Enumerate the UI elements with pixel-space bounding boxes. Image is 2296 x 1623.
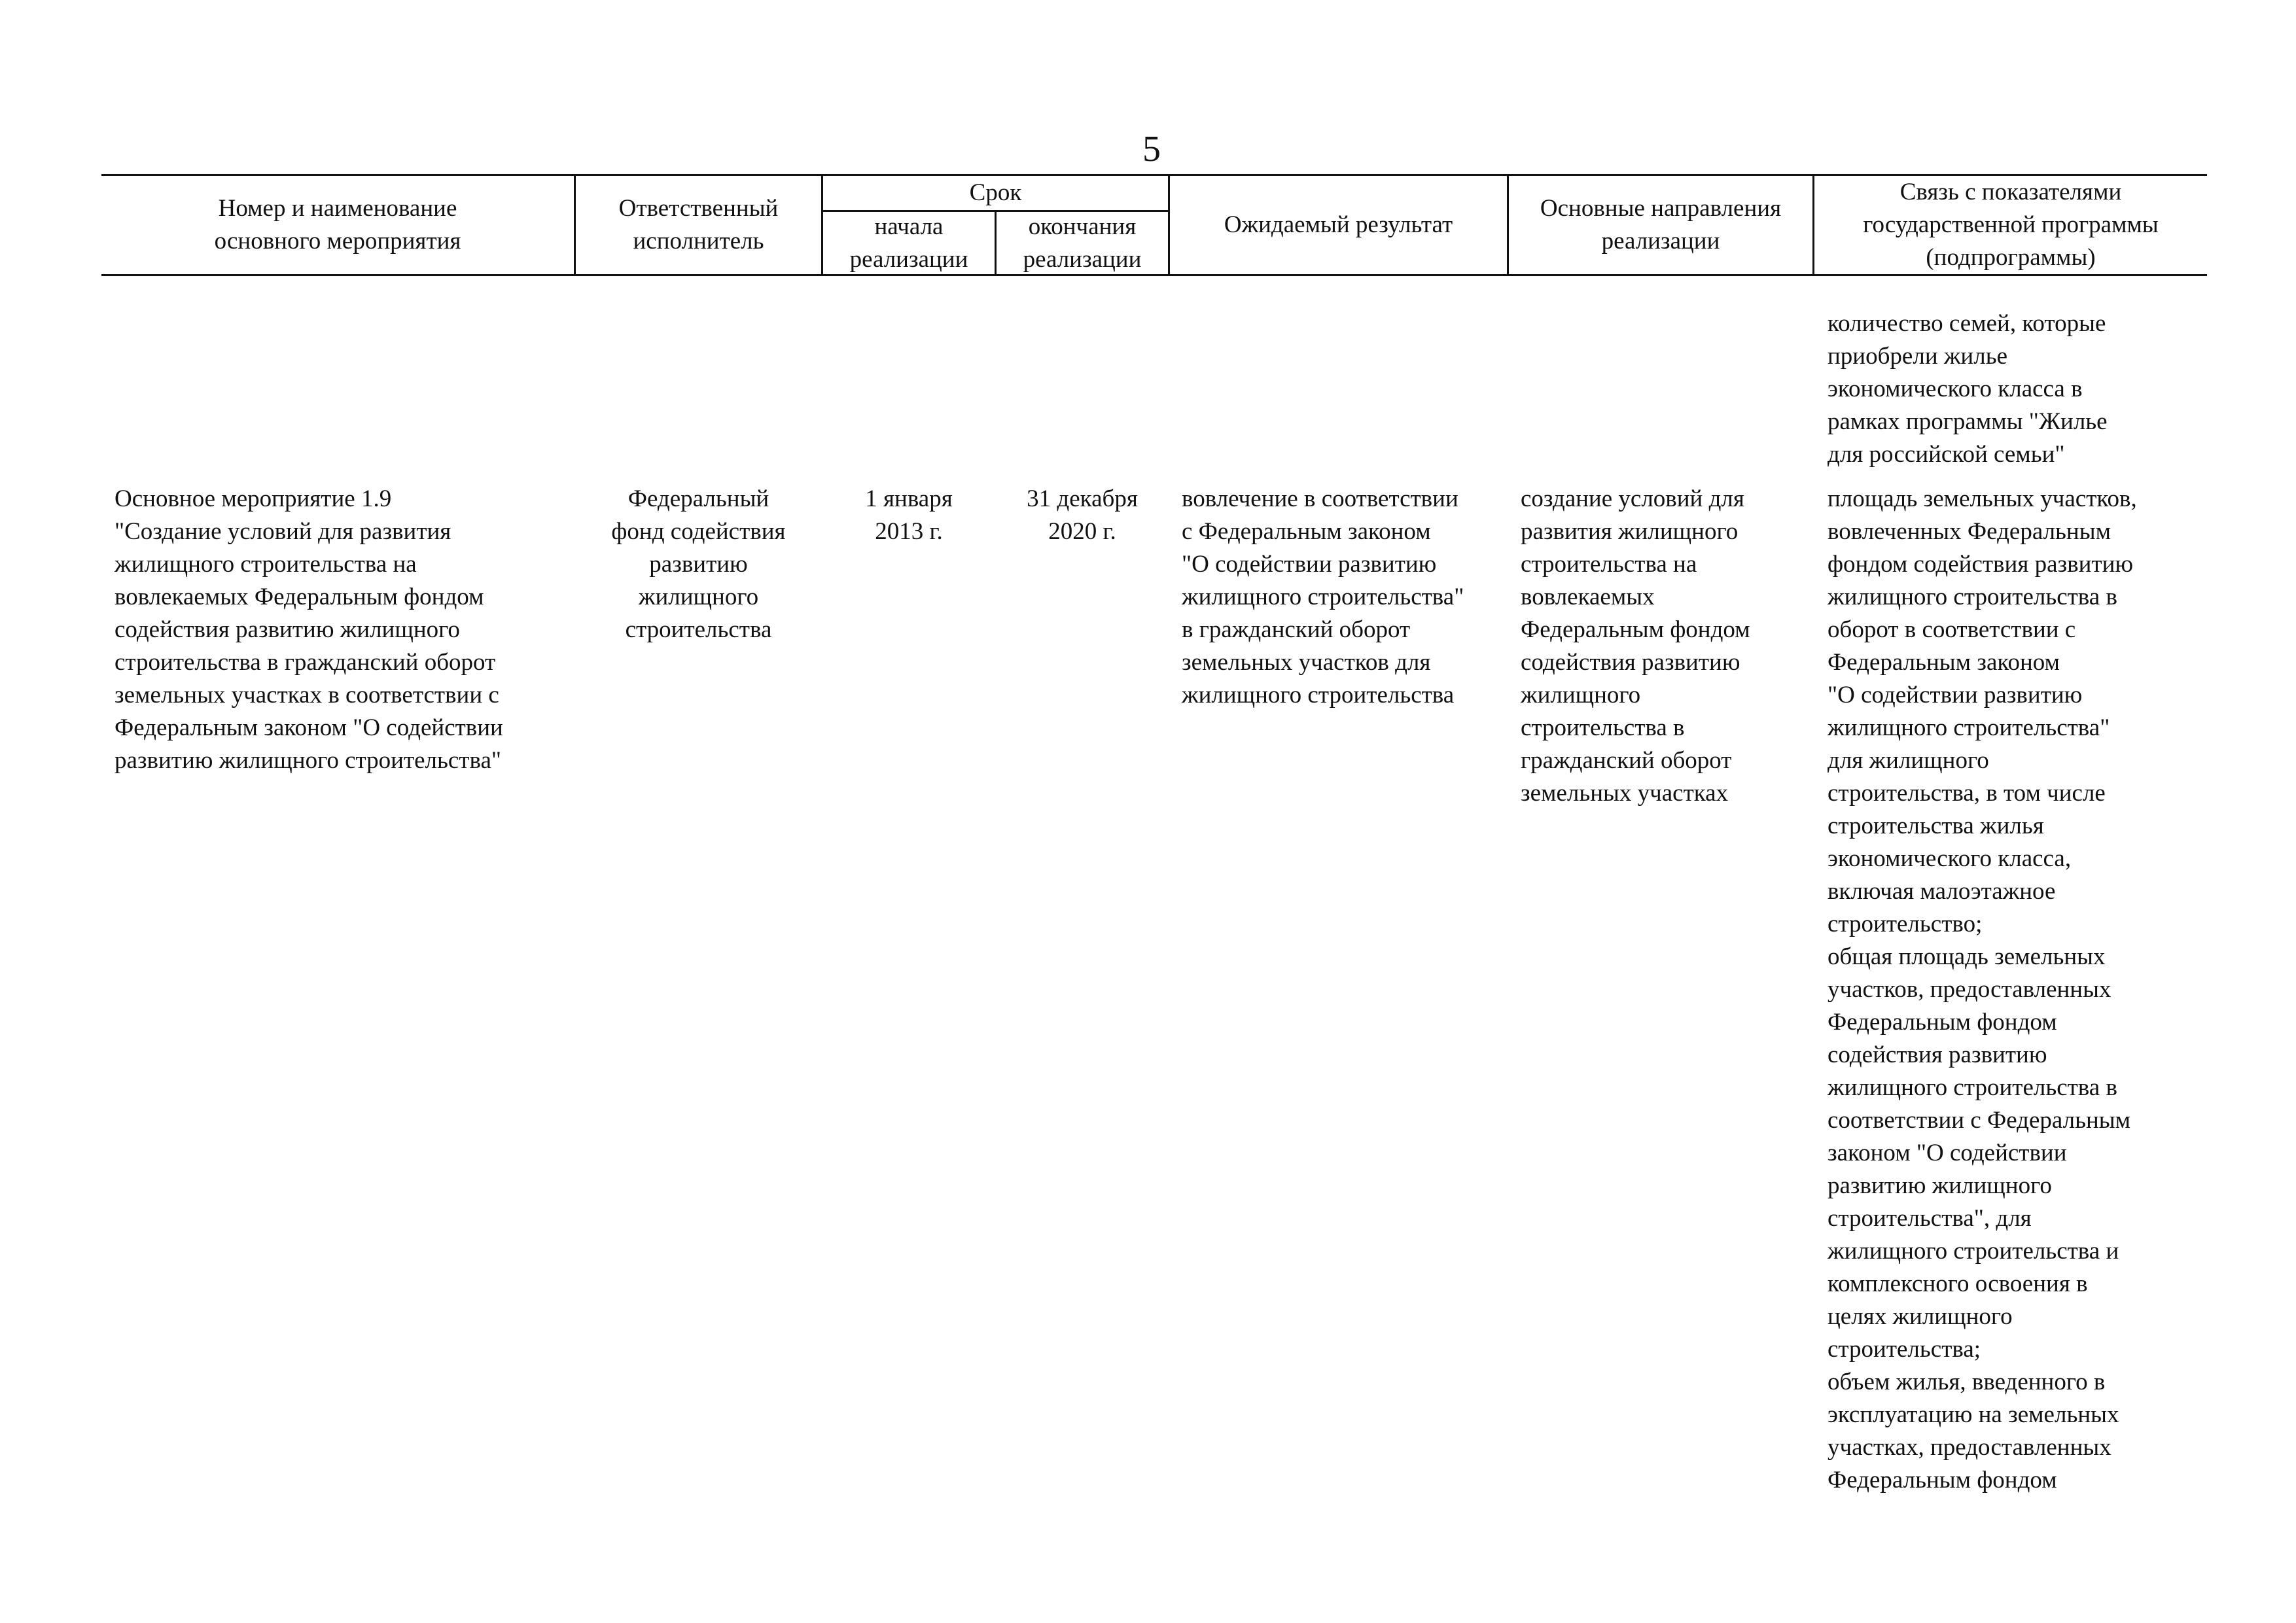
- header-term: Срок: [969, 179, 1022, 206]
- header-indicators: Связь с показателями государственной программы (подпрограммы): [1863, 179, 2159, 271]
- responsible-executor: Федеральный фонд содействия развитию жилищного строительства: [611, 485, 786, 643]
- carryover-indicator: количество семей, которые приобрели жилье экономического класса в рамках программы "Жилье для российской семьи": [1828, 310, 2108, 468]
- header-bottom-rule: [101, 274, 2207, 276]
- header-activity: Номер и наименование основного мероприятия: [214, 195, 461, 254]
- start-date: 1 января 2013 г.: [865, 485, 953, 545]
- header-start: начала реализации: [849, 213, 968, 273]
- header-executor: Ответственный исполнитель: [618, 195, 779, 254]
- implementation-directions: создание условий для развития жилищного строительства на вовлекаемых Федеральным фондом содействия развитию жилищного строительства в гражданский оборот земельных участках: [1521, 485, 1750, 807]
- header-directions: Основные направления реализации: [1540, 195, 1782, 254]
- activity-name: Основное мероприятие 1.9 "Создание условий для развития жилищного строительства на вовлекаемых Федеральным фондом содействия развитию жилищного строительства в гражданский оборот земельных участках в соответствии с Федеральным законом "О содействии развитию жилищного строительства": [115, 485, 503, 774]
- indicators-link: площадь земельных участков, вовлеченных Федеральным фондом содействия развитию жилищного строительства в оборот в соответствии с Федеральным законом "О содействии развитию жилищного строительства" для жилищного строительства, в том числе строительства жилья экономического класса, включая малоэтажное строительство; общая площадь земельных участков, предоставленных Федеральным фондом содействия развитию жилищного строительства в соответствии с Федеральным законом "О содействии развитию жилищного строительства", для жилищного строительства и комплексного освоения в целях жилищного строительства; объем жилья, введенного в эксплуатацию на земельных участках, предоставленных Федеральным фондом: [1828, 485, 2137, 1493]
- page-number: 5: [1142, 129, 1161, 169]
- header-expected-result: Ожидаемый результат: [1224, 211, 1453, 238]
- header-end: окончания реализации: [1023, 213, 1142, 273]
- end-date: 31 декабря 2020 г.: [1027, 485, 1138, 545]
- expected-result: вовлечение в соответствии с Федеральным законом "О содействии развитию жилищного строительства" в гражданский оборот земельных участков для жилищного строительства: [1182, 485, 1464, 708]
